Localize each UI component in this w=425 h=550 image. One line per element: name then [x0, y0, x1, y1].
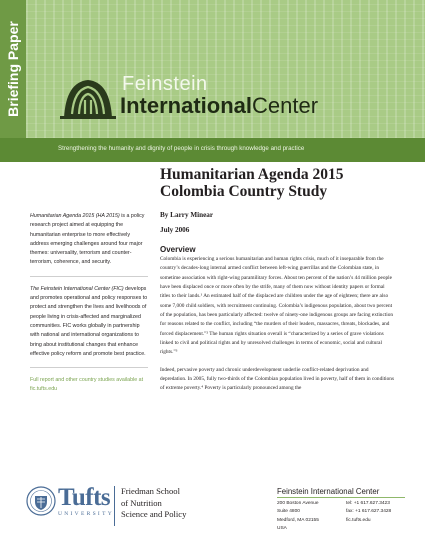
briefing-paper-label: Briefing Paper: [5, 21, 21, 117]
friedman-line-2: of Nutrition: [121, 497, 162, 508]
footer-divider: [114, 486, 115, 526]
header-band: [0, 0, 425, 162]
title-line-1: Humanitarian Agenda 2015: [160, 166, 344, 183]
document-title: [160, 166, 343, 200]
overview-body: [160, 255, 396, 402]
address-line-1: 200 Boston Avenue: [277, 501, 319, 506]
byline: By Larry Minear: [160, 211, 214, 219]
feinstein-logo-emblem: [58, 74, 118, 120]
fic-name: The Feinstein International Center (FIC): [30, 285, 124, 292]
brand-feinstein: Feinstein: [122, 73, 208, 95]
address-line-2: Suite 4800: [277, 509, 300, 515]
sidebar-divider-2: [30, 367, 148, 368]
footer-address: [277, 500, 319, 533]
brand-center: Center: [252, 93, 319, 118]
publication-date: July 2006: [160, 226, 190, 234]
sidebar-ha2015-paragraph: [30, 212, 148, 268]
friedman-school: [121, 486, 186, 521]
full-report-link[interactable]: Full report and other country studies available at fic.tufts.edu: [30, 377, 144, 393]
title-line-2: Colombia Country Study: [160, 183, 328, 200]
address-line-4: USA: [277, 525, 287, 531]
tagline-band: [0, 138, 425, 162]
sidebar: [30, 212, 148, 403]
tufts-university-label: UNIVERSITY: [58, 511, 114, 517]
friedman-line-1: Friedman School: [121, 486, 180, 496]
ha2015-name: Humanitarian Agenda 2015 (HA 2015): [30, 213, 120, 219]
sidebar-divider: [30, 276, 148, 277]
ha2015-description: is a policy research project aimed at equipping the humanitarian enterprise to more effectively address emerging challenges around four major themes: universality, terrorism and counter-terrorism, coherence, and security.: [30, 213, 145, 266]
footer-center-name: Feinstein International Center: [277, 487, 380, 496]
friedman-line-3: Science and Policy: [121, 509, 187, 519]
address-line-3: Medford, MA 02155: [277, 517, 319, 523]
contact-web[interactable]: fic.tufts.edu: [346, 517, 371, 523]
tagline: Strengthening the humanity and dignity of people in crisis through knowledge and practice: [58, 145, 305, 152]
brand-international: International: [120, 93, 253, 118]
contact-tel: tel: +1 617.627.3423: [346, 501, 390, 506]
briefing-paper-tab: [0, 0, 26, 138]
overview-heading: Overview: [160, 245, 196, 254]
brand-international-center: [120, 95, 318, 117]
footer-contact: [346, 500, 391, 525]
body-paragraph-1: Colombia is experiencing a serious humanitarian and human rights crisis, much of it inseparable from the country’s decades-long internal armed conflict between left-wing guerrillas and the Colombian state, in sometime association with right-wing paramilitary forces. About ten percent of the nation’s 44 million people have been displaced once or more often by the strife, many of them now without identity papers or formal titles to their lands.¹ An estimated half of the displaced are children under the age of eighteen; there are also some 7,000 child soldiers, with recruitment continuing. Colombia’s indigenous population, about two percent of the population, has been particularly affected: twelve of ninety-one indigenous groups are facing extinction for reasons related to the conflict, including “the murders of their leaders, massacres, threats, blockades, and forced displacement.”² The human rights situation overall is “characterized by a series of grave violations linked to civil and political rights and by unresolved challenges in terms of economic, social and cultural rights.”³: [160, 256, 394, 356]
sidebar-fic-paragraph: [30, 285, 148, 359]
feinstein-brand: [120, 74, 318, 117]
body-paragraph-2: Indeed, pervasive poverty and chronic underdevelopment underlie conflict-related deprivation and depredation. In 2005, fully two-thirds of the Colombian population lived in poverty, half of them in conditions of extreme poverty.⁴ Poverty is particularly pronounced among the: [160, 366, 395, 392]
contact-fax: fax: +1 617.627.3428: [346, 509, 392, 515]
tufts-wordmark: Tufts: [58, 484, 111, 511]
fic-description: develops and promotes operational and policy responses to protect and strengthen the lives and livelihoods of people living in crisis-affected and marginalized communities. FIC works globally in partnership with national and international organizations to bring about institutional changes that enhance effective policy reform and promote best practice.: [30, 285, 148, 357]
tufts-seal: [26, 486, 56, 516]
footer-center-rule: [277, 497, 405, 498]
